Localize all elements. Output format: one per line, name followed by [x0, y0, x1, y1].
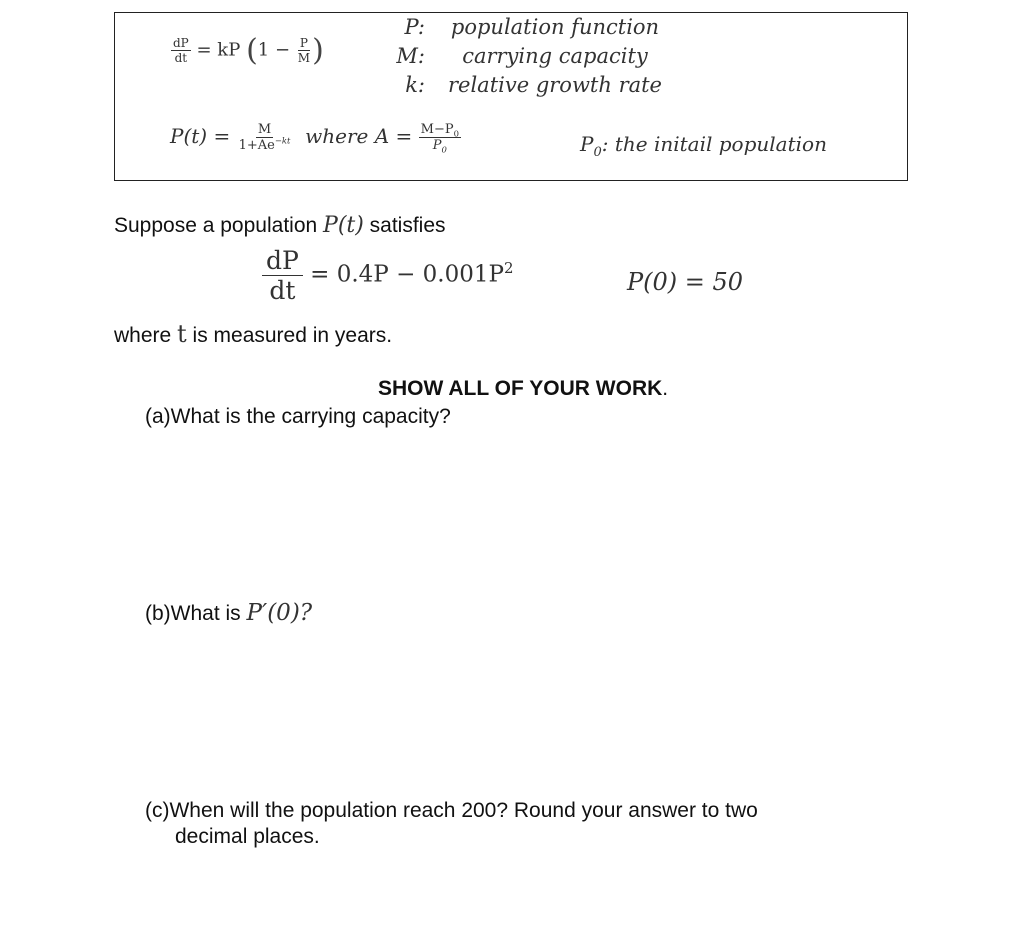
question-c-continued: decimal places. — [175, 825, 320, 848]
given-derivative-fraction: $\frac{dP}{dt}$ — [262, 246, 303, 305]
a-definition-fraction: $\frac{M-P_0}{P_0}$ — [420, 122, 459, 155]
work-instruction: SHOW ALL OF YOUR WORK. — [378, 377, 669, 400]
variable-legend — [383, 13, 675, 100]
initial-condition: P(0) = 50 — [627, 268, 744, 296]
logistic-solution-formula: P(t) = $\frac{M}{1+Ae^{-kt}}$ where A = $\frac{M-P_0}{P_0}$ — [170, 122, 459, 155]
solution-fraction: $\frac{M}{1+Ae^{-kt}}$ — [238, 122, 291, 153]
formula-reference-box — [114, 12, 908, 181]
legend-row-p: P: population function — [404, 15, 660, 39]
legend-row-k: k: relative growth rate — [405, 73, 662, 97]
time-units-note: where t is measured in years. — [114, 320, 393, 348]
logistic-differential-equation: $\frac{dP}{dt}$ = kP (1 − $\frac{P}{M}$ ) — [173, 33, 324, 68]
derivative-fraction: $\frac{dP}{dt}$ — [173, 36, 189, 65]
initial-population-definition: $P_0$: the initail population — [580, 132, 827, 160]
problem-intro: Suppose a population P(t) satisfies — [114, 213, 446, 238]
legend-row-m: M: carrying capacity — [396, 44, 648, 68]
given-differential-equation: $\frac{dP}{dt}$ = $0.4P - 0.001P^2$ — [262, 246, 514, 305]
p-over-m-fraction: $\frac{P}{M}$ — [297, 36, 311, 65]
question-a: (a)What is the carrying capacity? — [145, 405, 451, 428]
question-c: (c)When will the population reach 200? Round your answer to two — [145, 799, 758, 822]
question-b: (b)What is P′(0)? — [145, 600, 313, 626]
